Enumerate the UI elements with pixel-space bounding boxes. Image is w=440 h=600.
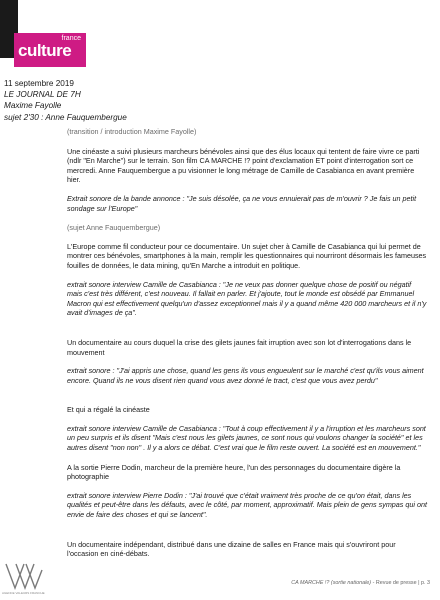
france-culture-logo [0, 0, 90, 72]
subject: sujet 2'30 : Anne Fauquembergue [4, 112, 127, 122]
footer-edition: (sortie nationale) [330, 580, 372, 586]
footer-film-title: CA MARCHE !? [291, 580, 330, 586]
agency-logo [4, 562, 44, 594]
interview-casabianca-1: extrait sonore interview Camille de Casabianca : "Je ne veux pas donner quelque chose de positif ou négatif mais c'est très différent, c'est nouveau. Il fallait en parler. Et j'ajoute, tout le monde est obsédé par Emmanuel Macron qui est effectivement quelqu'un d'assez exceptionnel mais il y a quand même 420 000 marcheurs et il n'y avait d'images de ça". [67, 279, 427, 318]
logo-small-text: france [61, 35, 81, 42]
sujet-label: (sujet Anne Fauquembergue) [67, 223, 161, 233]
date: 11 septembre 2019 [4, 79, 74, 88]
regale-paragraph: Et qui a régalé la cinéaste [67, 405, 150, 415]
europe-paragraph: L'Europe comme fil conducteur pour ce documentaire. Un sujet cher à Camille de Casabianca qui lui permet de montrer ces bénévoles, smartphones à la main, remplir les questionnaires qui nourriront désormais les fameuses fouilles de données, le data mining, qu'En Marche a introduit en politique. [67, 241, 427, 270]
footer-text [291, 580, 430, 586]
interview-casabianca-2: extrait sonore interview Camille de Casabianca : "Tout à coup effectivement il y a l'irruption et les marcheurs sont un peu surpris et ils disent "Mais c'est nous les gilets jaunes, ce sont nous qui voulons changer la société" et les autres disent "non non" . Il y a alors ce débat. C'est vrai que le film reste ouvert. La société est en mouvement." [67, 423, 426, 453]
intro-paragraph: Une cinéaste a suivi plusieurs marcheurs bénévoles ainsi que des élus locaux qui tentent de faire vivre ce parti (ndlr "En Marche") sur le terrain. Son film CA MARCHE !? point d'exclamation ET point d'interrogation sort ce mercredi. Anne Fauquembergue a pu visionner le long métrage de Camille de Casabianca en avant première hier. [67, 146, 420, 185]
trailer-extract: Extrait sonore de la bande annonce : "Je suis désolée, ça ne vous ennuierait pas de m'ouvrir ? Je fais un petit sondage sur l'Europe" [67, 193, 417, 213]
agency-logo-mark [4, 562, 44, 592]
logo-box [14, 33, 86, 67]
agency-name: AGENCE VALEURS FRANCHE [2, 591, 45, 595]
logo-big-text: culture [18, 41, 72, 60]
interview-dodin: extrait sonore interview Pierre Dodin : "J'ai trouvé que c'était vraiment très proche de ce qu'on était, dans les qualités et peut-être dans les défauts, avec le côté, par moment, approximatif. Mais plein de gens sympas qui ont envie de faire des choses et qui se lancent". [67, 490, 427, 520]
header [4, 78, 127, 123]
footer-page: - Revue de presse | p. 3 [372, 580, 430, 586]
transition-label: (transition / introduction Maxime Fayolle) [67, 127, 197, 136]
article-body [67, 127, 427, 559]
closing-paragraph: Un documentaire indépendant, distribué dans une dizaine de salles en France mais qui s'ouvriront pour l'occasion en ciné-débats. [67, 539, 396, 559]
sortie-paragraph: A la sortie Pierre Dodin, marcheur de la première heure, l'un des personnages du documentaire digère la photographie [67, 462, 401, 482]
gilets-extract: extrait sonore : "J'ai appris une chose, quand les gens ils vous engueulent sur le marché c'est qu'ils vous aiment encore. Quand ils ne vous disent rien quand vous avez donné le tract, c'est que vous avez perdu" [67, 366, 424, 385]
author: Maxime Fayolle [4, 101, 62, 111]
gilets-paragraph: Un documentaire au cours duquel la crise des gilets jaunes fait irruption avec son lot d'interrogations dans le mouvement [67, 337, 412, 357]
show-title: LE JOURNAL DE 7H [4, 90, 81, 100]
